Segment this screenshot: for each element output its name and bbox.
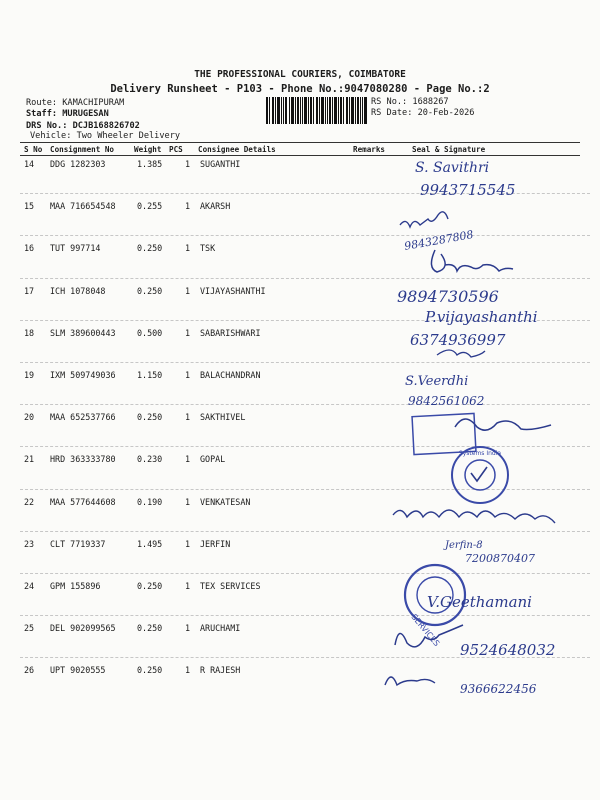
cell-consignment: CLT 7719337	[50, 539, 106, 549]
cell-sno: 22	[24, 497, 35, 507]
cell-consignment: MAA 577644608	[50, 497, 116, 507]
cell-weight: 1.150	[137, 370, 163, 380]
cell-consignee: VIJAYASHANTHI	[200, 286, 266, 296]
cell-consignee: SABARISHWARI	[200, 328, 261, 338]
cell-consignment: SLM 389600443	[50, 328, 116, 338]
cell-sno: 25	[24, 623, 35, 633]
cell-sno: 15	[24, 201, 35, 211]
cell-pcs: 1	[185, 539, 191, 549]
barcode-image	[266, 97, 367, 124]
handwriting-r25-phone: 9524648032	[460, 641, 556, 659]
seal-r24-text: SERVICES	[409, 612, 442, 649]
cell-pcs: 1	[185, 286, 191, 296]
cell-sno: 21	[24, 454, 35, 464]
cell-weight: 0.500	[137, 328, 163, 338]
handwriting-r26-phone: 9366622456	[460, 682, 537, 696]
handwriting-r19-name: S.Veerdhi	[405, 374, 469, 389]
cell-consignment: ICH 1078048	[50, 286, 106, 296]
cell-consignee: SUGANTHI	[200, 159, 241, 169]
header-rule-top	[20, 142, 580, 143]
cell-consignee: R RAJESH	[200, 665, 241, 675]
col-header-remarks: Remarks	[353, 145, 386, 154]
cell-weight: 0.230	[137, 454, 163, 464]
cell-consignment: DDG 1282303	[50, 159, 106, 169]
cell-weight: 0.250	[137, 412, 163, 422]
handwriting-r17-name: P.vijayashanthi	[425, 308, 538, 326]
cell-weight: 0.250	[137, 665, 163, 675]
cell-sno: 17	[24, 286, 35, 296]
cell-weight: 0.250	[137, 581, 163, 591]
cell-consignee: JERFIN	[200, 539, 231, 549]
handwriting-r14-phone: 9943715545	[420, 181, 516, 199]
cell-consignee: SAKTHIVEL	[200, 412, 246, 422]
seal-signature-column	[375, 155, 590, 715]
cell-weight: 0.250	[137, 623, 163, 633]
cell-consignee: TSK	[200, 243, 216, 253]
col-header-sno: S No	[24, 145, 43, 154]
cell-consignment: MAA 652537766	[50, 412, 116, 422]
drs-number: DRS No.: DCJB168826702	[26, 121, 140, 131]
cell-pcs: 1	[185, 454, 191, 464]
cell-pcs: 1	[185, 159, 191, 169]
cell-consignee: VENKATESAN	[200, 497, 251, 507]
cell-consignment: DEL 902099565	[50, 623, 116, 633]
cell-sno: 14	[24, 159, 35, 169]
cell-pcs: 1	[185, 497, 191, 507]
signature-r15-mark	[400, 212, 448, 227]
col-header-seal: Seal & Signature	[412, 145, 486, 154]
cell-sno: 16	[24, 243, 35, 253]
cell-weight: 0.190	[137, 497, 163, 507]
cell-pcs: 1	[185, 328, 191, 338]
cell-consignment: HRD 363333780	[50, 454, 116, 464]
cell-pcs: 1	[185, 581, 191, 591]
handwriting-r18-phone: 6374936997	[410, 331, 506, 349]
cell-consignment: UPT 9020555	[50, 665, 106, 675]
cell-weight: 0.250	[137, 286, 163, 296]
col-header-weight: Weight	[134, 145, 162, 154]
handwriting-r17-phone: 9894730596	[397, 287, 499, 306]
handwriting-r14-name: S. Savithri	[415, 160, 490, 176]
cell-sno: 26	[24, 665, 35, 675]
handwriting-r23-name: Jerfin-8	[445, 540, 483, 551]
cell-consignment: TUT 997714	[50, 243, 101, 253]
signature-r20-mark	[455, 419, 551, 430]
cell-weight: 1.495	[137, 539, 163, 549]
cell-consignment: MAA 716654548	[50, 201, 116, 211]
handwriting-r23-phone: 7200870407	[465, 552, 535, 565]
cell-consignee: BALACHANDRAN	[200, 370, 261, 380]
cell-consignee: GOPAL	[200, 454, 226, 464]
col-header-pcs: PCS	[169, 145, 183, 154]
route-label: Route: KAMACHIPURAM	[26, 98, 125, 108]
cell-sno: 19	[24, 370, 35, 380]
cell-pcs: 1	[185, 243, 191, 253]
cell-weight: 1.385	[137, 159, 163, 169]
cell-consignee: TEX SERVICES	[200, 581, 261, 591]
seal-r21-text: Systems India	[458, 450, 502, 457]
seal-r21-inner	[465, 460, 495, 490]
cell-sno: 23	[24, 539, 35, 549]
cell-consignment: IXM 509749036	[50, 370, 116, 380]
rs-number: RS No.: 1688267	[371, 97, 449, 107]
handwriting-r24-name: V.Geethamani	[427, 593, 532, 611]
cell-pcs: 1	[185, 370, 191, 380]
handwriting-r19-phone: 9842561062	[408, 394, 485, 408]
col-header-consignee: Consignee Details	[198, 145, 276, 154]
company-title: THE PROFESSIONAL COURIERS, COIMBATORE	[194, 69, 406, 80]
signature-r18-mark	[437, 350, 485, 357]
cell-sno: 18	[24, 328, 35, 338]
cell-pcs: 1	[185, 201, 191, 211]
cell-consignee: ARUCHAMI	[200, 623, 241, 633]
cell-pcs: 1	[185, 412, 191, 422]
handwriting-r15-phone: 9843287808	[403, 227, 475, 253]
signature-r21-mark	[471, 467, 487, 481]
cell-weight: 0.250	[137, 243, 163, 253]
col-header-consignment: Consignment No	[50, 145, 115, 154]
cell-consignment: GPM 155896	[50, 581, 101, 591]
cell-sno: 20	[24, 412, 35, 422]
cell-pcs: 1	[185, 623, 191, 633]
signature-r22-mark	[393, 510, 555, 523]
cell-consignee: AKARSH	[200, 201, 231, 211]
rs-date: RS Date: 20-Feb-2026	[371, 108, 475, 118]
signature-r16-mark	[431, 250, 513, 272]
cell-sno: 24	[24, 581, 35, 591]
cell-weight: 0.255	[137, 201, 163, 211]
runsheet-subtitle: Delivery Runsheet - P103 - Phone No.:9047080280 - Page No.:2	[110, 83, 490, 95]
cell-pcs: 1	[185, 665, 191, 675]
signature-r26-mark	[385, 677, 435, 685]
staff-label: Staff: MURUGESAN	[26, 109, 109, 119]
vehicle-label: Vehicle: Two Wheeler Delivery	[30, 131, 181, 141]
